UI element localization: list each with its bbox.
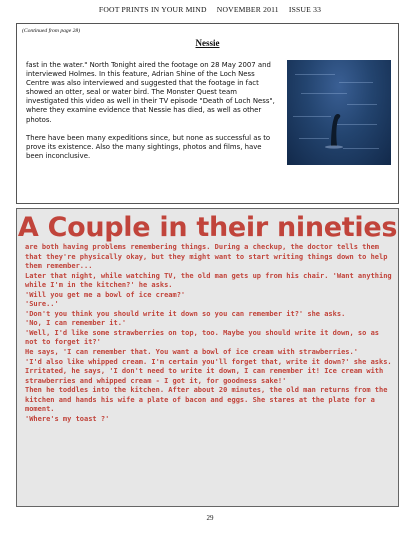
joke-line: He says, 'I can remember that. You want a bowl of ice cream with strawberries.': [25, 348, 358, 357]
issue-date: NOVEMBER 2011: [216, 5, 279, 14]
joke-body: [25, 243, 393, 424]
joke-line: are both having problems remembering things. During a checkup, the doctor tells them that they're physically okay, but they might want to start writing things down to help them remember...: [25, 243, 388, 271]
publication-name: FOOT PRINTS IN YOUR MIND: [98, 5, 207, 14]
article-paragraph: There have been many expeditions since, but none as successful as to prove its existence. Also the many sightings, photos and films, have been inconclusive.: [26, 133, 271, 160]
joke-title: A Couple in their nineties: [17, 212, 398, 243]
joke-line: 'Will you get me a bowl of ice cream?': [25, 290, 186, 299]
nessie-article-box: [16, 23, 399, 204]
joke-line: Later that night, while watching TV, the old man gets up from his chair. 'Want anything while I'm in the kitchen?' he asks.: [25, 271, 392, 290]
page-header: [0, 5, 420, 14]
creature-silhouette: [287, 60, 391, 165]
article-paragraph: fast in the water." North Tonight aired the footage on 28 May 2007 and interviewed Holmes. In this feature, Adrian Shine of the Loch Ness Centre was also interviewed and suggested that the footage in fact showed an otter, seal or water bird. The Monster Quest team investigated this video as well in their TV episode "Death of Loch Ness", where they examine evidence that Nessie has died, as well as other photos.: [26, 61, 275, 124]
joke-line: 'I'd also like whipped cream. I'm certain you'll forget that, write it down?' she asks.: [25, 357, 392, 366]
page-number: 29: [206, 514, 214, 522]
joke-line: Irritated, he says, 'I don't need to write it down, I can remember it! Ice cream with strawberries and whipped cream - I got it, for goodness sake!': [25, 367, 384, 385]
joke-line: 'No, I can remember it.': [25, 319, 127, 328]
joke-line: 'Where's my toast ?': [25, 414, 110, 423]
joke-line: 'Sure..': [25, 300, 59, 309]
joke-line: Then he toddles into the kitchen. After about 20 minutes, the old man returns from the kitchen and hands his wife a plate of bacon and eggs. She stares at the plate for a moment.: [25, 386, 388, 414]
joke-line: 'Well, I'd like some strawberries on top, too. Maybe you should write it down, so as not to forget it?': [25, 328, 380, 347]
article-body: [26, 61, 278, 161]
continued-note: (Continued from page 28): [22, 28, 81, 34]
article-title: Nessie: [195, 38, 220, 48]
joke-box: [16, 208, 399, 507]
loch-ness-photo: [287, 60, 391, 165]
joke-line: 'Don't you think you should write it down so you can remember it?' she asks.: [25, 309, 346, 318]
issue-number: ISSUE 33: [288, 5, 322, 14]
